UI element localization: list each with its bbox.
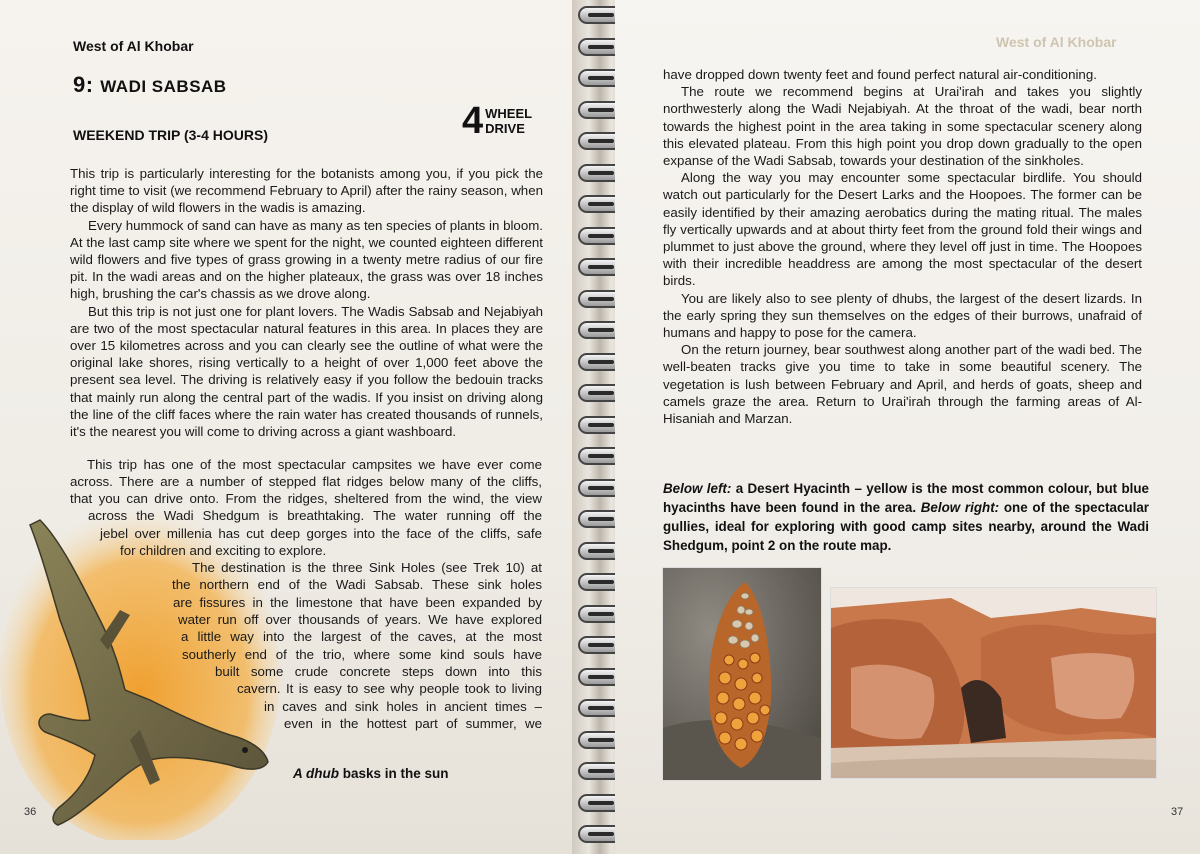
badge-line-2: DRIVE — [485, 121, 525, 136]
wrap-line: the northern end of the Wadi Sabsab. These sink holes — [172, 577, 542, 592]
wrap-line: across. There are a number of stepped flat ridges below many of the cliffs, — [70, 474, 542, 489]
chapter-title — [73, 72, 227, 98]
caption-label-right: Below right: — [920, 500, 1000, 515]
caption-text-left: a Desert Hyacinth – yellow is the most common colour, but blue hyacinths have been found in the area. — [663, 481, 1149, 515]
running-head-left: West of Al Khobar — [73, 38, 194, 54]
paragraph: Every hummock of sand can have as many as ten species of plants in bloom. At the last camp site where we spent for the night, we counted eighteen different wild flowers and five types of grass growing in a twenty metre radius of our fire pit. In the wadi areas and on the higher plateaux, the grass was over 18 inches high, brushing the car's chassis as we drove along. — [70, 217, 543, 302]
wrap-line: This trip has one of the most spectacular campsites we have ever come — [87, 457, 542, 472]
gully-photo — [830, 587, 1157, 779]
paragraph: Along the way you may encounter some spectacular birdlife. You should watch out particularly for the Desert Larks and the Hoopoes. The former can be easily identified by their amazing aerobatics during the mating ritual. The males fly vertically upwards and at about thirty feet from the ground fold their wings and plummet to just above the ground, where they level off just in time. The Hoopoes with their incredible headdress are among the most spectacular of the desert birds. — [663, 170, 1142, 289]
wrap-line: that you can drive onto. From the ridges, sheltered from the wind, the view — [70, 491, 542, 506]
caption-italic: A dhub — [293, 766, 339, 781]
four-wheel-drive-badge — [462, 100, 533, 142]
lizard-caption — [293, 766, 449, 781]
wrap-line: in caves and sink holes in ancient times – — [264, 699, 542, 714]
right-body-text — [663, 66, 1142, 427]
left-body-text — [70, 165, 543, 440]
right-page — [615, 0, 1200, 854]
badge-number: 4 — [462, 100, 484, 142]
paragraph: This trip is particularly interesting for the botanists among you, if you pick the right time to visit (we recommend February to April) after the rainy season, when the display of wild flowers in the wadis is amazing. — [70, 166, 543, 216]
paragraph: have dropped down twenty feet and found perfect natural air-conditioning. — [663, 67, 1097, 82]
wrap-line: are fissures in the limestone that have been expanded by — [173, 595, 542, 610]
wrap-line: water run off over thousands of years. We have explored — [178, 612, 542, 627]
caption-label-left: Below left: — [663, 481, 732, 496]
wrap-line: jebel over millenia has cut deep gorges into the face of the cliffs, safe — [100, 526, 542, 541]
desert-hyacinth-photo — [662, 567, 822, 781]
caption-text-right: one of the spectacular gullies, ideal for exploring with good camp sites nearby, around the Wadi Shedgum, point 2 on the route map. — [663, 500, 1149, 553]
paragraph: You are likely also to see plenty of dhubs, the largest of the desert lizards. In the early spring they sun themselves on the edges of their burrows, unafraid of humans and happy to pose for the camera. — [663, 290, 1142, 341]
paragraph: The route we recommend begins at Urai'irah and takes you slightly northwesterly along the Wadi Nejabiyah. At the throat of the wadi, bear north towards the highest point in the area taking in some spectacular scenery along this elevated plateau. From this high point you drop down gradually to the open expanse of the Wadi Sabsab, towards your destination of the sinkholes. — [663, 84, 1142, 169]
left-page — [0, 0, 585, 854]
chapter-name: WADI SABSAB — [100, 77, 227, 96]
page-number-left: 36 — [24, 806, 37, 818]
wrap-line: cavern. It is easy to see why people took to living — [237, 681, 542, 696]
badge-line-1: WHEEL — [485, 106, 533, 121]
wrap-line: a little way into the largest of the caves, at the most — [181, 629, 542, 644]
paragraph: But this trip is not just one for plant lovers. The Wadis Sabsab and Nejabiyah are two of the most spectacular natural features in this area. In places they are over 15 kilometres across and you can clearly see the outline of what were the original lake shores, rising vertically to a height of over 1,000 feet above the present sea level. The driving is relatively easy if you follow the bedouin tracks that mainly run along the central part of the wadis. If you insist on driving along the line of the cliff faces where the rain water has created thousands of runnels, it's the nearest you will come to driving across a giant washboard. — [70, 303, 543, 440]
wrap-line: built some crude concrete steps down into this — [215, 664, 542, 679]
running-head-right: West of Al Khobar — [996, 34, 1117, 50]
wrap-line: for children and exciting to explore. — [120, 543, 327, 558]
wrap-line: even in the hottest part of summer, we — [284, 716, 542, 731]
caption-rest: basks in the sun — [338, 766, 449, 781]
photo-caption — [663, 479, 1149, 555]
trip-subtitle: WEEKEND TRIP (3-4 HOURS) — [73, 127, 268, 143]
wrap-line: southerly end of the trio, where some kind souls have — [182, 647, 542, 662]
wrap-line: across the Wadi Shedgum is breathtaking. The water running off the — [88, 508, 542, 523]
page-number-right: 37 — [1171, 806, 1184, 818]
wrap-line: The destination is the three Sink Holes (see Trek 10) at — [192, 560, 542, 575]
chapter-number: 9: — [73, 72, 94, 97]
paragraph: On the return journey, bear southwest along another part of the wadi bed. The well-beaten tracks give you time to take in some beautiful scenery. The vegetation is lush between February and April, and herds of goats, sheep and camels graze the area. Return to Urai'irah through the farming areas of Al-Hisaniah and Marzan. — [663, 342, 1142, 427]
